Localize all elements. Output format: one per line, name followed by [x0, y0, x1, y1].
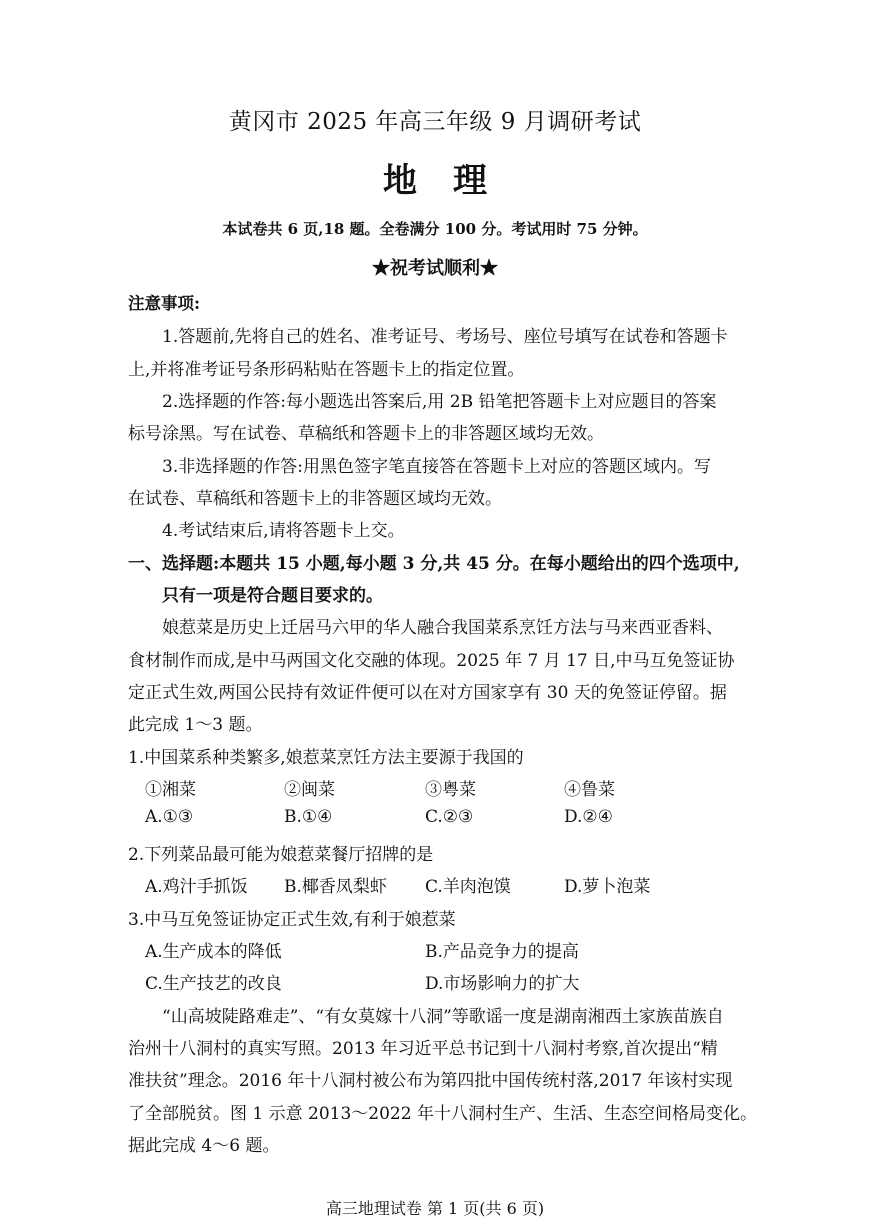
subject-title: 地理: [383, 161, 523, 201]
exam-info: 本试卷共 6 页,18 题。全卷满分 100 分。考试用时 75 分钟。: [222, 220, 648, 238]
passage-line: “山高坡陡路难走”、“有女莫嫁十八洞”等歌谣一度是湖南湘西土家族苗族自: [162, 1007, 724, 1027]
notice-line: 1.答题前,先将自己的姓名、准考证号、考场号、座位号填写在试卷和答题卡: [162, 327, 728, 347]
q1-item: ②闽菜: [284, 780, 335, 800]
q2-option-d: D.萝卜泡菜: [564, 877, 651, 897]
q3-option-c: C.生产技艺的改良: [145, 974, 282, 994]
passage-line: 据此完成 4～6 题。: [128, 1136, 280, 1156]
notice-line: 2.选择题的作答:每小题选出答案后,用 2B 铅笔把答题卡上对应题目的答案: [162, 392, 717, 412]
passage-line: 此完成 1～3 题。: [128, 715, 263, 735]
q1-item: ③粤菜: [425, 780, 476, 800]
q1-option-c: C.②③: [425, 807, 474, 827]
q3-option-b: B.产品竞争力的提高: [425, 942, 579, 962]
notice-line: 标号涂黑。写在试卷、草稿纸和答题卡上的非答题区域均无效。: [128, 424, 604, 444]
q1-option-b: B.①④: [284, 807, 333, 827]
passage-line: 治州十八洞村的真实写照。2013 年习近平总书记到十八洞村考察,首次提出“精: [128, 1039, 718, 1059]
q2-option-a: A.鸡汁手抓饭: [145, 877, 248, 897]
passage-line: 准扶贫”理念。2016 年十八洞村被公布为第四批中国传统村落,2017 年该村实现: [128, 1071, 733, 1091]
notice-line: 4.考试结束后,请将答题卡上交。: [162, 521, 405, 541]
q3-option-d: D.市场影响力的扩大: [425, 974, 580, 994]
exam-title: 黄冈市 2025 年高三年级 9 月调研考试: [228, 109, 642, 135]
section-heading: 一、选择题:本题共 15 小题,每小题 3 分,共 45 分。在每小题给出的四个选项中,: [128, 554, 740, 574]
passage-line: 定正式生效,两国公民持有效证件便可以在对方国家享有 30 天的免签证停留。据: [128, 683, 727, 703]
notice-line: 在试卷、草稿纸和答题卡上的非答题区域均无效。: [128, 489, 502, 509]
notice-heading: 注意事项:: [128, 294, 201, 313]
passage-line: 了全部脱贫。图 1 示意 2013～2022 年十八洞村生产、生活、生态空间格局变化。: [128, 1104, 757, 1124]
passage-line: 娘惹菜是历史上迁居马六甲的华人融合我国菜系烹饪方法与马来西亚香料、: [162, 618, 723, 638]
q1-item: ①湘菜: [145, 780, 196, 800]
q1-option-d: D.②④: [564, 807, 613, 827]
passage-line: 食材制作而成,是中马两国文化交融的体现。2025 年 7 月 17 日,中马互免签证协: [128, 651, 735, 671]
question-3-stem: 3.中马互免签证协定正式生效,有利于娘惹菜: [128, 910, 456, 930]
notice-line: 3.非选择题的作答:用黑色签字笔直接答在答题卡上对应的答题区域内。写: [162, 457, 711, 477]
q1-item: ④鲁菜: [564, 780, 615, 800]
question-1-stem: 1.中国菜系种类繁多,娘惹菜烹饪方法主要源于我国的: [128, 748, 524, 768]
section-heading-cont: 只有一项是符合题目要求的。: [162, 586, 383, 606]
question-2-stem: 2.下列菜品最可能为娘惹菜餐厅招牌的是: [128, 845, 434, 865]
good-luck-banner: ★祝考试顺利★: [372, 258, 498, 279]
notice-line: 上,并将准考证号条形码粘贴在答题卡上的指定位置。: [128, 360, 525, 380]
q3-option-a: A.生产成本的降低: [145, 942, 282, 962]
page-footer: 高三地理试卷 第 1 页(共 6 页): [325, 1199, 545, 1218]
q1-option-a: A.①③: [145, 807, 194, 827]
q2-option-b: B.椰香凤梨虾: [284, 877, 387, 897]
q2-option-c: C.羊肉泡馍: [425, 877, 511, 897]
